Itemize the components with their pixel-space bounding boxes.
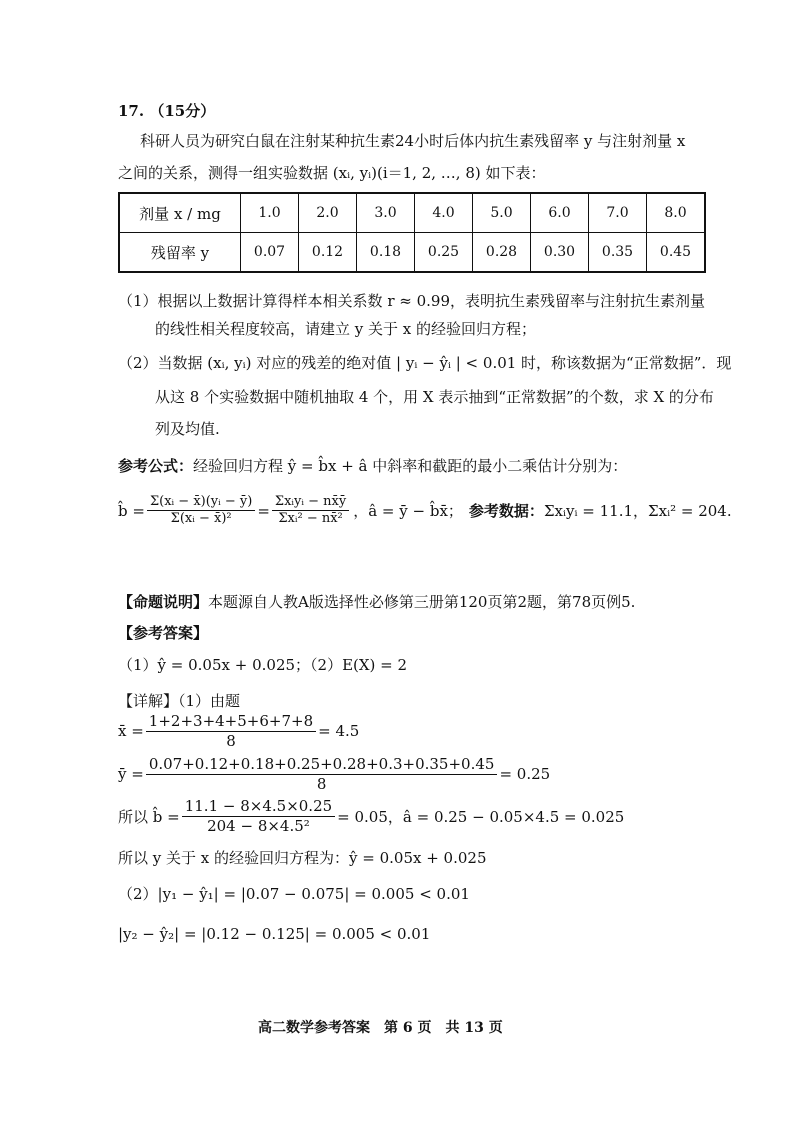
part-1-line-2: 的线性相关程度较高，请建立 y 关于 x 的经验回归方程； — [155, 320, 537, 338]
b-hat-equation — [118, 797, 624, 836]
table-row — [119, 233, 705, 273]
b-lhs: 所以 b̂ = — [118, 807, 180, 826]
table-cell: 0.25 — [415, 233, 473, 273]
data-table — [118, 192, 706, 273]
ybar-equation — [118, 755, 550, 794]
fraction-numerator: Σ(xᵢ − x̄)(yᵢ − ȳ) — [147, 494, 255, 511]
ybar-fraction — [146, 755, 498, 794]
fraction-denominator: 8 — [226, 731, 236, 750]
part-1-line-1: （1）根据以上数据计算得样本相关系数 r ≈ 0.99，表明抗生素残留率与注射抗生素剂量 — [118, 292, 705, 310]
table-cell: 0.07 — [241, 233, 299, 273]
table-cell: 6.0 — [531, 193, 589, 233]
fraction-numerator: 0.07+0.12+0.18+0.25+0.28+0.3+0.35+0.45 — [146, 755, 498, 775]
solution-part-2-line-1: （2）|y₁ − ŷ₁| = |0.07 − 0.075| = 0.005 < 0.01 — [118, 885, 470, 903]
solution-label: 【详解】 — [118, 692, 179, 710]
fraction-denominator: 8 — [316, 774, 327, 793]
xbar-lhs: x̄ = — [118, 722, 144, 741]
page-footer: 高二数学参考答案 第 6 页 共 13 页 — [258, 1020, 503, 1036]
reference-formula-line — [118, 455, 627, 476]
ybar-lhs: ȳ = — [118, 765, 144, 784]
xbar-equation — [118, 712, 359, 751]
part-2-line-2: 从这 8 个实验数据中随机抽取 4 个，用 X 表示抽到“正常数据”的个数，求 X 的分布 — [155, 388, 714, 406]
solution-heading — [118, 690, 240, 711]
table-cell: 1.0 — [241, 193, 299, 233]
fraction-denominator: Σxᵢ² − nx̄² — [278, 511, 343, 527]
equals-sign: = — [257, 501, 270, 520]
table-cell: 3.0 — [357, 193, 415, 233]
part-2-line-1: （2）当数据 (xᵢ, yᵢ) 对应的残差的绝对值 | yᵢ − ŷᵢ | < 0.01 时，称该数据为“正常数据”．现 — [118, 354, 732, 372]
table-cell: 2.0 — [299, 193, 357, 233]
table-cell: 7.0 — [589, 193, 647, 233]
formula-fraction-2 — [272, 494, 349, 528]
question-intro-line-1: 科研人员为研究白鼠在注射某种抗生素24小时后体内抗生素残留率 y 与注射剂量 x — [140, 132, 686, 150]
fraction-numerator: 1+2+3+4+5+6+7+8 — [146, 712, 316, 732]
table-cell: 0.35 — [589, 233, 647, 273]
table-cell: 4.0 — [415, 193, 473, 233]
b-hat-label: b̂ = — [118, 501, 145, 520]
question-number: 17. （15分） — [118, 102, 216, 120]
solution-conclusion: 所以 y 关于 x 的经验回归方程为：ŷ = 0.05x + 0.025 — [118, 849, 487, 867]
ybar-rhs: = 0.25 — [499, 765, 551, 784]
b-hat-fraction — [182, 797, 335, 836]
answer-label: 【参考答案】 — [118, 624, 209, 642]
reference-data-label: 参考数据： — [468, 502, 544, 521]
table-cell: 0.30 — [531, 233, 589, 273]
solution-part-2-line-2: |y₂ − ŷ₂| = |0.12 − 0.125| = 0.005 < 0.01 — [118, 925, 431, 943]
reference-label: 参考公式： — [118, 457, 194, 475]
question-intro-line-2: 之间的关系，测得一组实验数据 (xᵢ, yᵢ)(i＝1, 2, …, 8) 如下表： — [118, 164, 546, 182]
reference-formula — [118, 494, 732, 528]
reference-text: 经验回归方程 ŷ = b̂x + â 中斜率和截距的最小二乘估计分别为： — [193, 457, 628, 475]
b-rhs: = 0.05，â = 0.25 − 0.05×4.5 = 0.025 — [337, 807, 625, 826]
formula-fraction-1 — [147, 494, 255, 528]
table-cell: 0.28 — [473, 233, 531, 273]
fraction-numerator: Σxᵢyᵢ − nx̄ȳ — [272, 494, 349, 511]
table-cell: 0.45 — [647, 233, 706, 273]
note-label: 【命题说明】 — [118, 593, 209, 611]
fraction-numerator: 11.1 − 8×4.5×0.25 — [182, 797, 335, 817]
xbar-fraction — [146, 712, 316, 751]
table-header-residual: 残留率 y — [119, 233, 241, 273]
table-row — [119, 193, 705, 233]
note-line — [118, 591, 635, 612]
fraction-denominator: 204 − 8×4.5² — [207, 816, 310, 835]
reference-data-text: Σxᵢyᵢ = 11.1，Σxᵢ² = 204. — [543, 502, 732, 521]
part-2-line-3: 列及均值. — [155, 420, 220, 438]
fraction-denominator: Σ(xᵢ − x̄)² — [170, 511, 232, 527]
xbar-rhs: = 4.5 — [318, 722, 360, 741]
table-cell: 8.0 — [647, 193, 706, 233]
solution-intro: （1）由题 — [178, 692, 241, 710]
table-header-dose: 剂量 x / mg — [119, 193, 241, 233]
table-cell: 0.12 — [299, 233, 357, 273]
answer-text: （1）ŷ = 0.05x + 0.025；（2）E(X) = 2 — [118, 656, 408, 674]
table-cell: 0.18 — [357, 233, 415, 273]
a-hat-formula: ，â = ȳ − b̂x̄； — [353, 502, 463, 521]
note-text: 本题源自人教A版选择性必修第三册第120页第2题，第78页例5. — [208, 593, 636, 611]
table-cell: 5.0 — [473, 193, 531, 233]
